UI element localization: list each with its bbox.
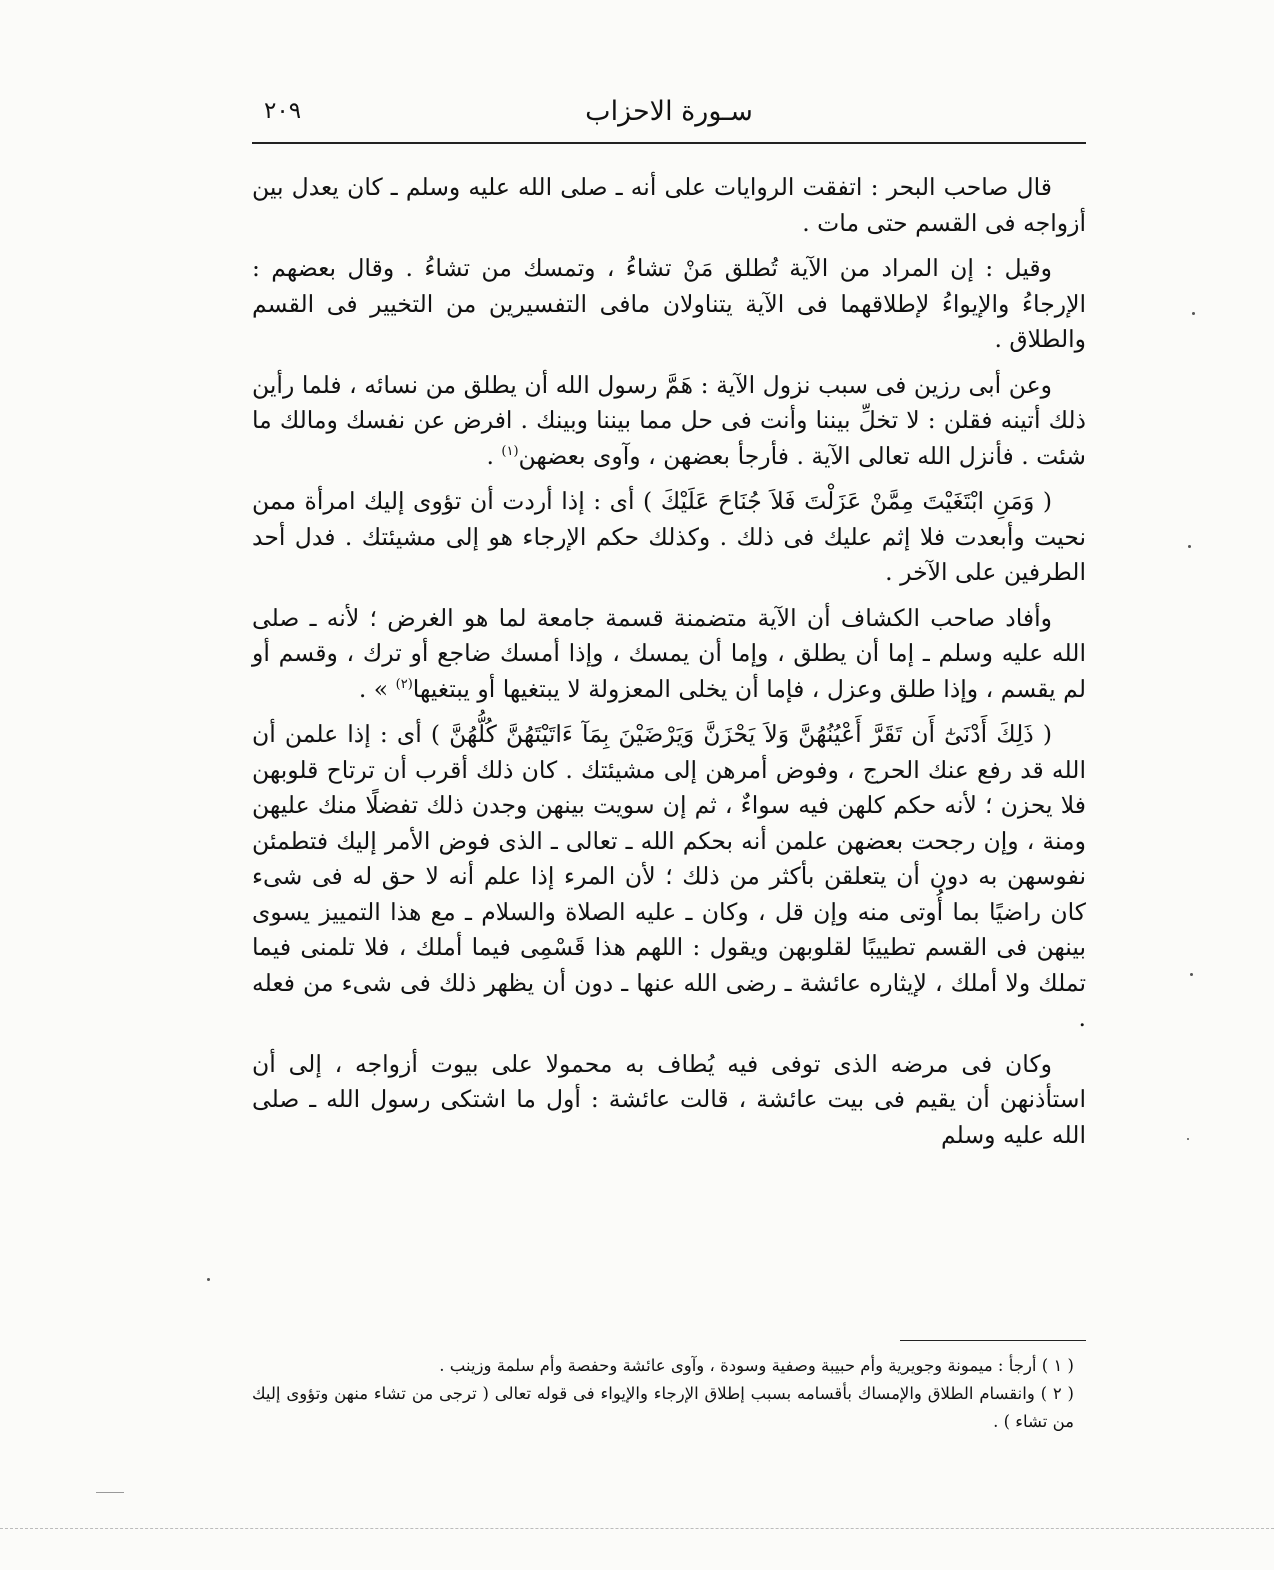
- scan-speck: [1190, 973, 1193, 976]
- main-text: [252, 170, 1086, 1163]
- scan-speck: [207, 1278, 210, 1281]
- scan-speck: [1192, 312, 1195, 315]
- scan-speck: [1187, 1138, 1189, 1140]
- paragraph-text: وعن أبى رزين فى سبب نزول الآية : هَمَّ رسول الله أن يطلق من نسائه ، فلما رأين ذلك أتينه فقلن : لا تخلِّ بيننا وأنت فى حل مما بيننا وبينك . افرض عن نفسك ومالك ما شئت . فأنزل الله تعالى الآية . فأرجأ بعضهن ، وآوى بعضهن: [252, 370, 1086, 470]
- footnote-1: ( ١ ) أرجأ : ميمونة وجويرية وأم حبيبة وصفية وسودة ، وآوى عائشة وحفصة وأم سلمة وزينب .: [439, 1356, 1074, 1375]
- scan-mark: [0, 1528, 1274, 1529]
- paragraph: [252, 601, 1086, 708]
- footnote-ref-2: (٢): [395, 676, 413, 692]
- paragraph: قال صاحب البحر : اتفقت الروايات على أنه ـ صلى الله عليه وسلم ـ كان يعدل بين أزواجه فى القسم حتى مات .: [252, 173, 1086, 237]
- page-header: [252, 92, 1086, 134]
- scan-mark: [96, 1492, 124, 1493]
- paragraph: ( وَمَنِ ابْتَغَيْتَ مِمَّنْ عَزَلْتَ فَلاَ جُنَاحَ عَلَيْكَ ) أى : إذا أردت أن تؤوى إليك امرأة ممن نحيت وأبعدت فلا إثم عليك فى ذلك . وكذلك حكم الإرجاء هو إلى مشيئتك . فدل أحد الطرفين على الآخر .: [252, 487, 1086, 586]
- footnote-divider: [900, 1340, 1086, 1341]
- paragraph-end: » .: [358, 674, 396, 703]
- page-number: ٢٠٩: [264, 98, 302, 124]
- footnotes: [252, 1352, 1086, 1436]
- surah-title: سـورة الاحزاب: [585, 96, 753, 127]
- footnote-2: ( ٢ ) وانقسام الطلاق والإمساك بأقسامه بسبب إطلاق الإرجاء والإيواء فى قوله تعالى ( ترجى من تشاء منهن وتؤوى إليك من تشاء ) .: [252, 1384, 1074, 1431]
- paragraph: [252, 368, 1086, 475]
- paragraph: وكان فى مرضه الذى توفى فيه يُطاف به محمولا على بيوت أزواجه ، إلى أن استأذنهن أن يقيم فى بيت عائشة ، قالت عائشة : أول ما اشتكى رسول الله ـ صلى الله عليه وسلم: [252, 1049, 1086, 1149]
- paragraph: ( ذَلِكَ أَدْنَىٰٓ أَن تَقَرَّ أَعْيُنُهُنَّ وَلاَ يَحْزَنَّ وَيَرْضَيْنَ بِمَآ ءَاتَيْتَهُنَّ كُلُّهُنَّ ) أى : إذا علمن أن الله قد رفع عنك الحرج ، وفوض أمرهن إلى مشيئتك . كان ذلك أقرب أن ترتاح قلوبهن فلا يحزن ؛ لأنه حكم كلهن فيه سواءٌ ، ثم إن سويت بينهن وجدن ذلك تفضلًا منك عليهن ومنة ، وإن رجحت بعضهن علمن أنه بحكم الله ـ تعالى ـ الذى فوض الأمر إليك فتطمئن نفوسهن به دون أن يتعلقن بأكثر من ذلك ؛ لأن المرء إذا علم أنه لا حق له فى شىء كان راضيًا بما أُوتى منه وإن قل ، وكان ـ عليه الصلاة والسلام ـ مع هذا التمييز يسوى بينهن فى القسم تطييبًا لقلوبهن ويقول : اللهم هذا قَسْمِى فيما أملك ، فلا تلمنى فيما تملك ولا أملك ، لإيثاره عائشة ـ رضى الله عنها ـ دون أن يظهر ذلك فى شىء من فعله .: [252, 720, 1086, 1032]
- header-divider: [252, 142, 1086, 144]
- paragraph: وقيل : إن المراد من الآية تُطلق مَنْ تشاءُ ، وتمسك من تشاءُ . وقال بعضهم : الإرجاءُ والإيواءُ لإطلاقهما فى الآية يتناولان مافى التفسيرين من التخيير فى القسم والطلاق .: [252, 254, 1086, 353]
- footnote-ref-1: (١): [501, 443, 519, 459]
- paragraph-text: وأفاد صاحب الكشاف أن الآية متضمنة قسمة جامعة لما هو الغرض ؛ لأنه ـ صلى الله عليه وسلم ـ إما أن يطلق ، وإما أن يمسك ، وإذا أمسك ضاجع أو ترك ، وقسم أو لم يقسم ، وإذا طلق وعزل ، فإما أن يخلى المعزولة لا يبتغيها أو يبتغيها: [252, 603, 1086, 703]
- scan-speck: [1188, 545, 1191, 548]
- paragraph-end: .: [486, 441, 502, 470]
